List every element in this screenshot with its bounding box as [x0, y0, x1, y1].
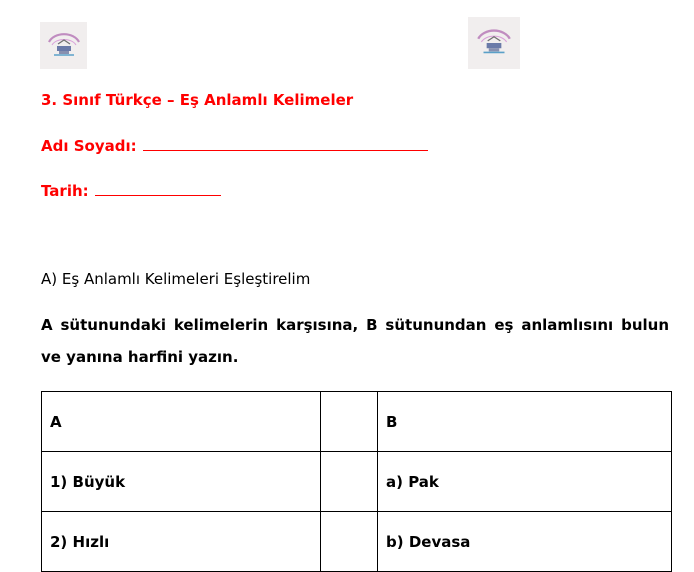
school-logo-icon: [44, 26, 84, 66]
name-field-label: Adı Soyadı:: [41, 137, 137, 155]
column-a-cell: 1) Büyük: [42, 452, 321, 512]
column-b-cell: b) Devasa: [378, 512, 672, 572]
name-field[interactable]: [41, 136, 428, 155]
section-a-instruction: A sütunundaki kelimelerin karşısına, B sütunundan eş anlamlısını bulun ve yanına harfini yazın.: [41, 316, 669, 366]
school-logo-icon: [473, 22, 515, 64]
name-blank-line[interactable]: [143, 136, 428, 151]
matching-table: [41, 391, 672, 572]
column-b-header: B: [378, 392, 672, 452]
date-field-label: Tarih:: [41, 182, 89, 200]
date-field[interactable]: [41, 181, 221, 200]
column-a-cell: 2) Hızlı: [42, 512, 321, 572]
worksheet-title: 3. Sınıf Türkçe – Eş Anlamlı Kelimeler: [41, 91, 354, 109]
column-a-header: A: [42, 392, 321, 452]
answer-column-header: [321, 392, 378, 452]
table-row: [42, 512, 672, 572]
school-logo-right: [468, 17, 520, 69]
date-blank-line[interactable]: [95, 181, 221, 196]
answer-cell[interactable]: [321, 452, 378, 512]
section-a-heading: A) Eş Anlamlı Kelimeleri Eşleştirelim: [41, 270, 311, 288]
school-logo-left: [40, 22, 87, 69]
column-b-cell: a) Pak: [378, 452, 672, 512]
table-header-row: [42, 392, 672, 452]
table-row: [42, 452, 672, 512]
answer-cell[interactable]: [321, 512, 378, 572]
